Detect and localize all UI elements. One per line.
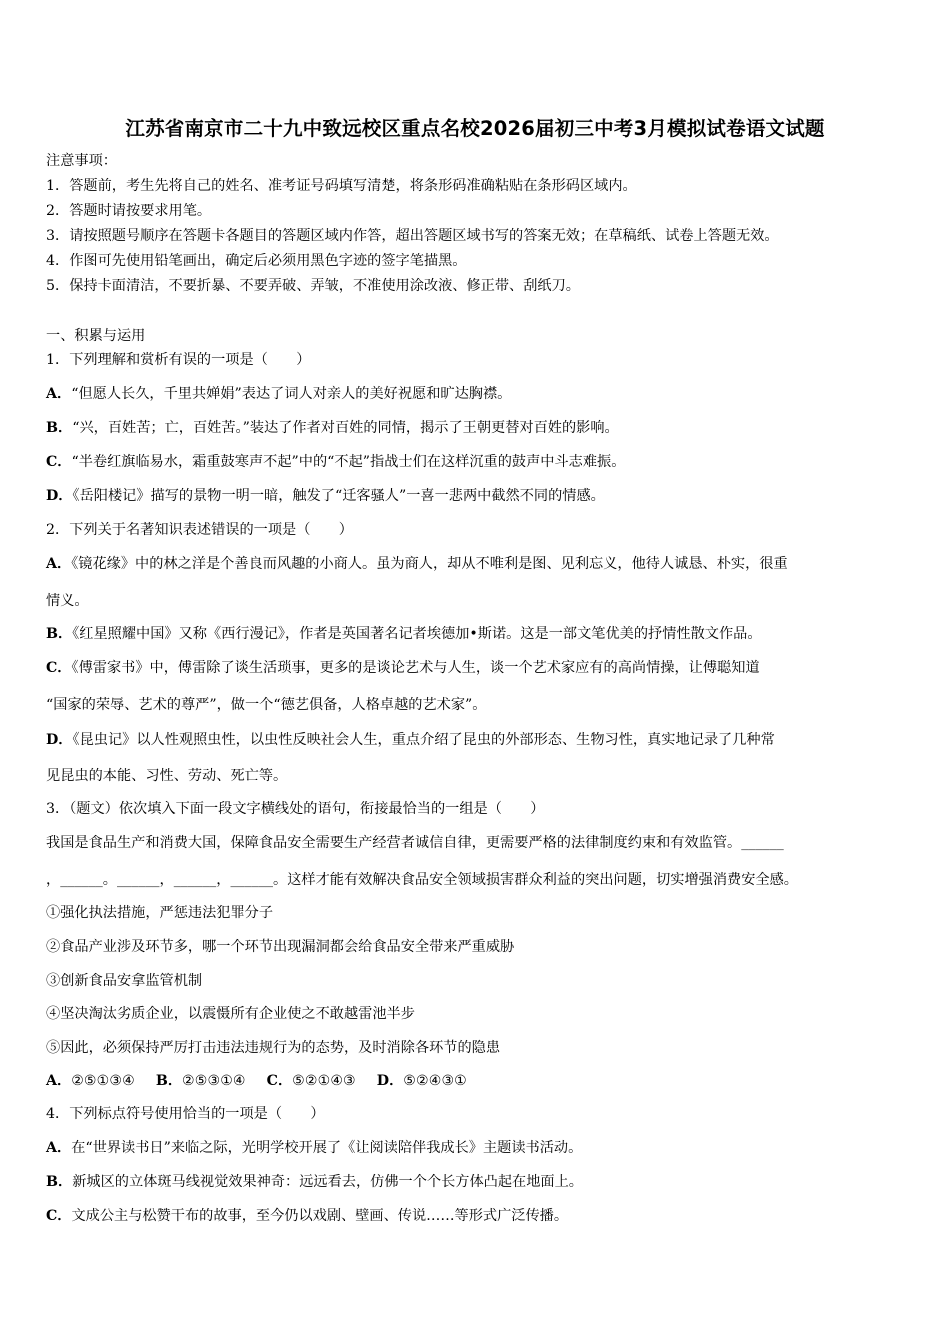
option-label: C． bbox=[266, 1073, 293, 1089]
q1-option-d bbox=[46, 486, 605, 506]
notice-heading: 注意事项： bbox=[46, 153, 117, 169]
option-label: A． bbox=[46, 386, 72, 402]
q1-option-b bbox=[46, 418, 619, 438]
q1-option-a bbox=[46, 384, 511, 404]
q2-option-a-cont: 情义。 bbox=[46, 593, 89, 609]
q2-option-d bbox=[46, 730, 775, 750]
option-text: “半卷红旗临易水，霜重鼓寒声不起”中的“不起”指战士们在这样沉重的鼓声中斗志难振。 bbox=[71, 454, 626, 470]
q3-sentence-2: ②食品产业涉及环节多，哪一个环节出现漏洞都会给食品安全带来严重威胁 bbox=[46, 939, 515, 955]
q3-option-c: ⑤②①④③ bbox=[292, 1073, 356, 1089]
q3-options bbox=[46, 1071, 467, 1091]
q3-stem: 3．（题文）依次填入下面一段文字横线处的语句，衔接最恰当的一组是（ ） bbox=[46, 801, 545, 817]
option-text: 新城区的立体斑马线视觉效果神奇：远远看去，仿佛一个个长方体凸起在地面上。 bbox=[72, 1174, 583, 1190]
option-label: C． bbox=[46, 660, 72, 676]
option-label: B． bbox=[46, 420, 73, 436]
section-heading: 一、积累与运用 bbox=[46, 328, 146, 344]
q3-option-b: ②⑤③①④ bbox=[182, 1073, 246, 1089]
q4-option-b bbox=[46, 1172, 583, 1192]
option-label: D． bbox=[46, 488, 73, 504]
option-label: B． bbox=[155, 1073, 183, 1089]
q3-option-d: ⑤②④③① bbox=[403, 1073, 467, 1089]
q3-sentence-3: ③创新食品安拿监管机制 bbox=[46, 973, 203, 989]
option-text: 《傅雷家书》中，傅雷除了谈生活琐事，更多的是谈论艺术与人生，谈一个艺术家应有的高尚情操，让傅聪知道 bbox=[71, 660, 760, 676]
option-label: D． bbox=[376, 1073, 404, 1089]
option-label: A． bbox=[46, 1140, 72, 1156]
option-label: C． bbox=[46, 1208, 72, 1224]
notice-item-5: 5．保持卡面清洁，不要折暴、不要弄破、弄皱，不准使用涂改液、修正带、刮纸刀。 bbox=[46, 278, 580, 294]
q4-option-a bbox=[46, 1138, 582, 1158]
q3-passage-1: 我国是食品生产和消费大国，保障食品安全需要生产经营者诚信自律，更需要严格的法律制度约束和有效监管。______ bbox=[46, 835, 784, 851]
q4-stem: 4．下列标点符号使用恰当的一项是（ ） bbox=[46, 1106, 325, 1122]
option-text: 《镜花缘》中的林之洋是个善良而风趣的小商人。虽为商人，却从不唯利是图、见利忘义，他待人诚恳、朴实，很重 bbox=[71, 556, 788, 572]
q2-option-b bbox=[46, 624, 762, 644]
q3-sentence-4: ④坚决淘汰劣质企业，以震慑所有企业使之不敢越雷池半步 bbox=[46, 1006, 415, 1022]
option-text: 《红星照耀中国》又称《西行漫记》，作者是英国著名记者埃德加•斯诺。这是一部文笔优美的抒情性散文作品。 bbox=[72, 626, 762, 642]
q2-stem: 2．下列关于名著知识表述错误的一项是（ ） bbox=[46, 522, 353, 538]
option-label: D． bbox=[46, 732, 73, 748]
option-text: 《岳阳楼记》描写的景物一明一暗，触发了“迁客骚人”一喜一悲两中截然不同的情感。 bbox=[72, 488, 605, 504]
notice-item-2: 2．答题时请按要求用笔。 bbox=[46, 203, 212, 219]
q3-passage-2: ，______。______，______，______。这样才能有效解决食品安全领域损害群众利益的突出问题，切实增强消费安全感。 bbox=[46, 872, 798, 888]
q2-option-d-cont: 见昆虫的本能、习性、劳动、死亡等。 bbox=[46, 768, 288, 784]
q4-option-c bbox=[46, 1206, 568, 1226]
q1-stem: 1．下列理解和赏析有误的一项是（ ） bbox=[46, 352, 311, 368]
option-label: B． bbox=[46, 626, 73, 642]
notice-item-3: 3．请按照题号顺序在答题卡各题目的答题区域内作答，超出答题区域书写的答案无效；在草稿纸、试卷上答题无效。 bbox=[46, 228, 779, 244]
q3-sentence-5: ⑤因此，必须保持严厉打击违法违规行为的态势，及时消除各环节的隐患 bbox=[46, 1040, 501, 1056]
option-label: A． bbox=[46, 1073, 72, 1089]
notice-item-4: 4．作图可先使用铅笔画出，确定后必须用黑色字迹的签字笔描黑。 bbox=[46, 253, 467, 269]
option-text: 《昆虫记》以人性观照虫性，以虫性反映社会人生，重点介绍了昆虫的外部形态、生物习性，真实地记录了几种常 bbox=[72, 732, 775, 748]
option-text: “但愿人长久，千里共婵娟”表达了词人对亲人的美好祝愿和旷达胸襟。 bbox=[71, 386, 512, 402]
option-label: A． bbox=[46, 556, 72, 572]
option-text: 文成公主与松赞干布的故事，至今仍以戏剧、壁画、传说……等形式广泛传播。 bbox=[71, 1208, 569, 1224]
option-label: C． bbox=[46, 454, 72, 470]
notice-item-1: 1．答题前，考生先将自己的姓名、准考证号码填写清楚，将条形码准确粘贴在条形码区域内。 bbox=[46, 178, 637, 194]
q3-option-a: ②⑤①③④ bbox=[71, 1073, 135, 1089]
q2-option-c bbox=[46, 658, 760, 678]
page-title: 江苏省南京市二十九中致远校区重点名校2026届初三中考3月模拟试卷语文试题 bbox=[125, 117, 825, 140]
q3-sentence-1: ①强化执法措施，严惩违法犯罪分子 bbox=[46, 905, 274, 921]
option-label: B． bbox=[46, 1174, 73, 1190]
option-text: “兴，百姓苦；亡，百姓苦。”装达了作者对百姓的同情，揭示了王朝更替对百姓的影响。 bbox=[72, 420, 619, 436]
q1-option-c bbox=[46, 452, 625, 472]
q2-option-c-cont: “国家的荣辱、艺术的尊严”，做一个“德艺俱备，人格卓越的艺术家”。 bbox=[46, 697, 487, 713]
option-text: 在“世界读书日”来临之际，光明学校开展了《让阅读陪伴我成长》主题读书活动。 bbox=[71, 1140, 583, 1156]
q2-option-a bbox=[46, 554, 788, 574]
